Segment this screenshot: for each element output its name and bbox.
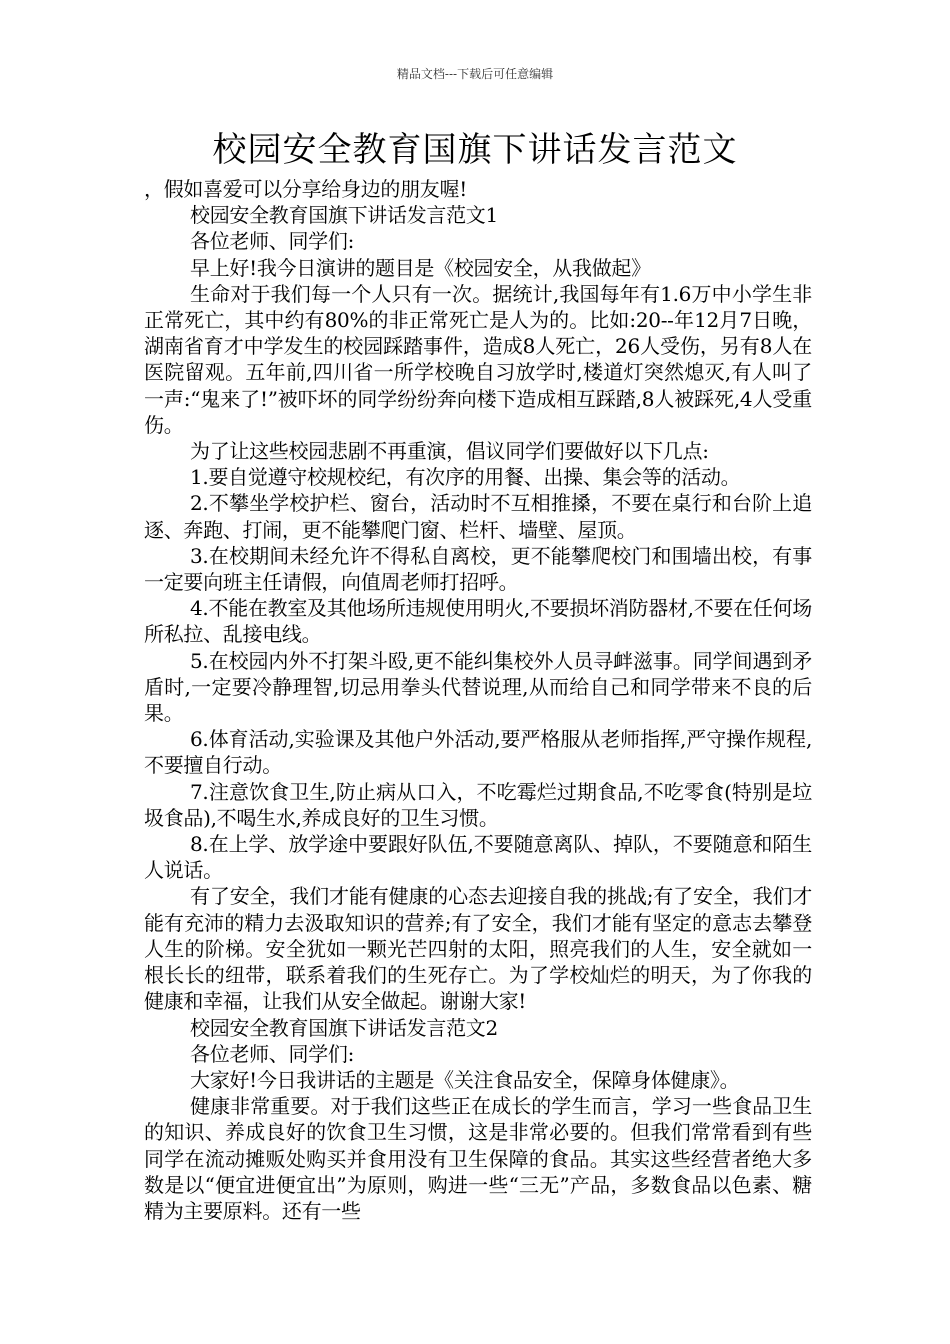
- document-title: 校园安全教育国旗下讲话发言范文: [212, 130, 738, 170]
- paragraph-intro: ，假如喜爱可以分享给身边的朋友喔!: [144, 177, 467, 201]
- list-item-6: 6.体育活动,实验课及其他户外活动,要严格服从老师指挥,严守操作规程,不要擅自行动。: [144, 727, 812, 778]
- paragraph-proposal: 为了让这些校园悲剧不再重演，倡议同学们要做好以下几点:: [190, 439, 709, 464]
- section-heading-2: 校园安全教育国旗下讲话发言范文2: [190, 1015, 498, 1040]
- paragraph-statistics: 生命对于我们每一个人只有一次。据统计,我国每年有1.6万中小学生非正常死亡，其中约有80%的非正常死亡是人为的。比如:20--年12月7日晚，湖南省育才中学发生的校园踩踏事件，造成8人死亡，26人受伤，另有8人在医院留观。五年前,四川省一所学校晚自习放学时,楼道灯突然熄灭,有人叫了一声:“鬼来了!”被吓坏的同学纷纷奔向楼下造成相互踩踏,8人被踩死,4人受重伤。: [144, 281, 812, 437]
- section-heading-1: 校园安全教育国旗下讲话发言范文1: [190, 203, 498, 228]
- paragraph-greeting-2: 大家好!今日我讲话的主题是《关注食品安全，保障身体健康》。: [190, 1067, 740, 1092]
- list-item-5: 5.在校园内外不打架斗殴,更不能纠集校外人员寻衅滋事。同学间遇到矛盾时,一定要冷静理智,切忌用拳头代替说理,从而给自己和同学带来不良的后果。: [144, 648, 812, 726]
- page-header: 精品文档---下载后可任意编辑: [396, 67, 554, 81]
- paragraph-health: 健康非常重要。对于我们这些正在成长的学生而言，学习一些食品卫生的知识、养成良好的饮食卫生习惯，这是非常必要的。但我们常常看到有些同学在流动摊贩处购买并食用没有卫生保障的食品。其实这些经营者绝大多数是以“便宜进便宜出”为原则，购进一些“三无”产品，多数食品以色素、糖精为主要原料。还有一些: [144, 1094, 812, 1223]
- list-item-3: 3.在校期间未经允许不得私自离校，更不能攀爬校门和围墙出校，有事一定要向班主任请假，向值周老师打招呼。: [144, 543, 812, 595]
- paragraph-salutation-2: 各位老师、同学们:: [190, 1041, 355, 1066]
- list-item-2: 2.不攀坐学校护栏、窗台，活动时不互相推搡，不要在桌行和台阶上追逐、奔跑、打闹，更不能攀爬门窗、栏杆、墙壁、屋顶。: [144, 491, 812, 542]
- document-body: [144, 176, 812, 1224]
- paragraph-greeting-1: 早上好!我今日演讲的题目是《校园安全，从我做起》: [190, 255, 651, 280]
- paragraph-salutation-1: 各位老师、同学们:: [190, 229, 355, 254]
- list-item-4: 4.不能在教室及其他场所违规使用明火,不要损坏消防器材,不要在任何场所私拉、乱接电线。: [144, 596, 812, 647]
- paragraph-conclusion: 有了安全，我们才能有健康的心态去迎接自我的挑战;有了安全，我们才能有充沛的精力去汲取知识的营养;有了安全，我们才能有坚定的意志去攀登人生的阶梯。安全犹如一颗光芒四射的太阳，照亮我们的人生，安全就如一根长长的纽带，联系着我们的生死存亡。为了学校灿烂的明天，为了你我的健康和幸福，让我们从安全做起。谢谢大家!: [144, 884, 812, 1014]
- list-item-1: 1.要自觉遵守校规校纪，有次序的用餐、出操、集会等的活动。: [190, 465, 741, 490]
- list-item-7: 7.注意饮食卫生,防止病从口入，不吃霉烂过期食品,不吃零食(特别是垃圾食品),不喝生水,养成良好的卫生习惯。: [144, 779, 812, 830]
- list-item-8: 8.在上学、放学途中要跟好队伍,不要随意离队、掉队，不要随意和陌生人说话。: [144, 832, 812, 883]
